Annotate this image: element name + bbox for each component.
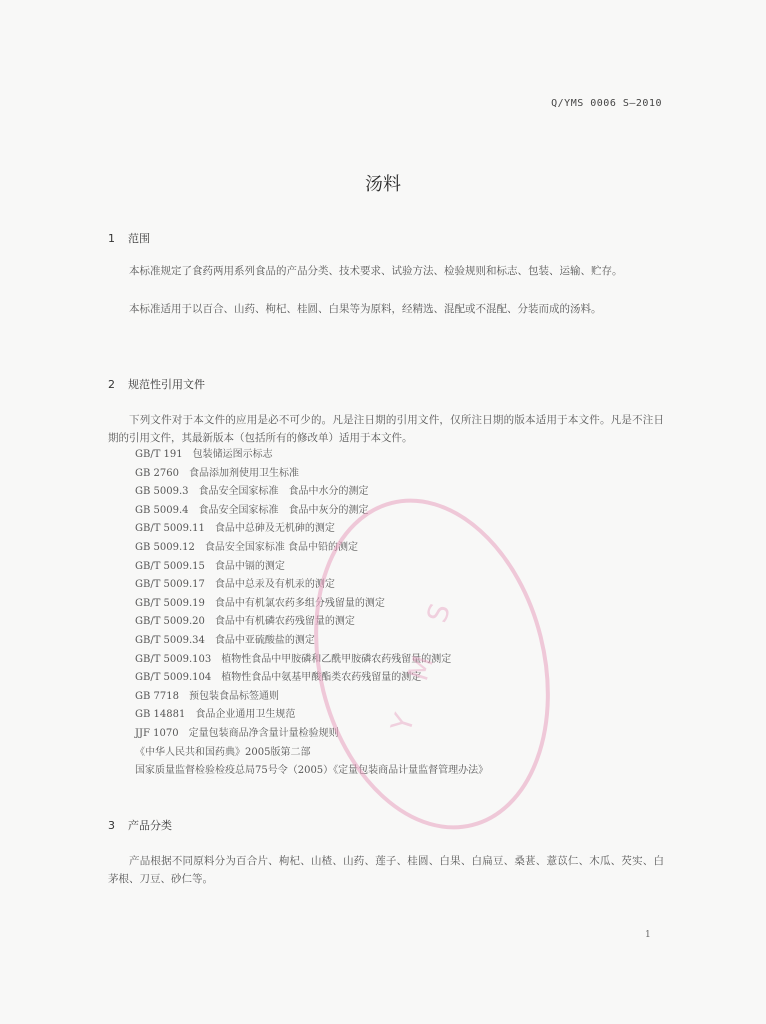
section-title: 规范性引用文件 — [128, 378, 205, 391]
reference-item: GB 5009.3 食品安全国家标准 食品中水分的测定 — [135, 486, 369, 498]
reference-item: 《中华人民共和国药典》2005版第二部 — [135, 746, 311, 758]
page-number: 1 — [645, 930, 651, 940]
section-title: 产品分类 — [128, 819, 172, 832]
reference-item: JJF 1070 定量包装商品净含量计量检验规则 — [135, 727, 339, 739]
scope-paragraph-1: 本标准规定了食药两用系列食品的产品分类、技术要求、试验方法、检验规则和标志、包装、运输、贮存。 — [129, 265, 623, 277]
section-2-heading — [108, 376, 205, 392]
reference-item: GB/T 191 包装储运图示标志 — [135, 449, 273, 460]
standard-code: Q/YMS 0006 S—2010 — [551, 98, 662, 109]
section-3-heading — [108, 817, 172, 833]
reference-item: GB/T 5009.20 食品中有机磷农药残留量的测定 — [135, 616, 355, 628]
reference-item: GB 14881 食品企业通用卫生规范 — [135, 709, 296, 721]
reference-item: GB/T 5009.15 食品中镉的测定 — [135, 560, 285, 572]
section-number: 3 — [108, 819, 115, 832]
reference-item: GB/T 5009.34 食品中亚硫酸盐的测定 — [135, 634, 315, 646]
reference-item: 国家质量监督检验检疫总局75号令（2005）《定量包装商品计量监督管理办法》 — [135, 765, 489, 777]
references-intro: 下列文件对于本文件的应用是必不可少的。凡是注日期的引用文件，仅所注日期的版本适用于本文件。凡是不注日期的引用文件，其最新版本（包括所有的修改单）适用于本文件。 — [108, 414, 664, 444]
scope-paragraph-2: 本标准适用于以百合、山药、枸杞、桂圆、白果等为原料，经精选、混配或不混配、分装而成的汤料。 — [129, 303, 602, 315]
reference-item: GB 2760 食品添加剂使用卫生标准 — [135, 467, 299, 479]
reference-item: GB/T 5009.19 食品中有机氯农药多组分残留量的测定 — [135, 597, 385, 609]
document-title: 汤料 — [365, 174, 401, 195]
seal-text: Y M S — [384, 586, 462, 736]
reference-item: GB 5009.4 食品安全国家标准 食品中灰分的测定 — [135, 504, 369, 516]
section-1-heading — [108, 230, 150, 246]
reference-item: GB/T 5009.103 植物性食品中甲胺磷和乙酰甲胺磷农药残留量的测定 — [135, 653, 452, 665]
reference-item: GB/T 5009.104 植物性食品中氨基甲酸酯类农药残留量的测定 — [135, 672, 422, 684]
reference-item: GB 7718 预包装食品标签通则 — [135, 690, 279, 702]
reference-list — [135, 446, 488, 781]
section-number: 1 — [108, 232, 115, 245]
reference-item: GB 5009.12 食品安全国家标准 食品中铅的测定 — [135, 541, 359, 553]
reference-item: GB/T 5009.17 食品中总汞及有机汞的测定 — [135, 579, 335, 591]
reference-item: GB/T 5009.11 食品中总砷及无机砷的测定 — [135, 523, 335, 535]
section-title: 范围 — [128, 232, 150, 245]
classification-paragraph: 产品根据不同原料分为百合片、枸杞、山楂、山药、莲子、桂圆、白果、白扁豆、桑葚、薏苡仁、木瓜、芡实、白茅根、刀豆、砂仁等。 — [108, 855, 664, 885]
section-number: 2 — [108, 378, 115, 391]
